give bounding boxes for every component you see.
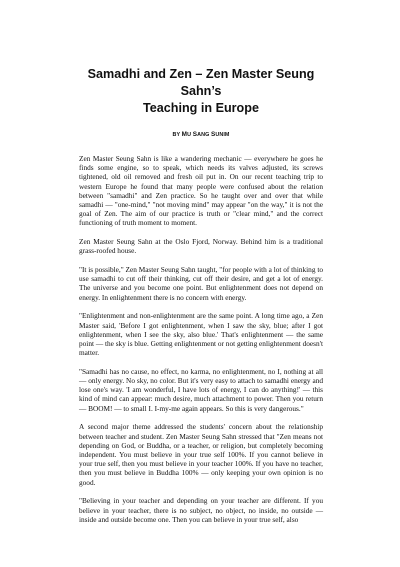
paragraph-1: Zen Master Seung Sahn is like a wandering mechanic — everywhere he goes he finds some engine, so to speak, which needs its valves adjusted, its screws tightened, old oil removed and fresh oil put in. On our recent teaching trip to western Europe he found that many people were confused about the relation between "samadhi" and Zen practice. So he taught over and over that while samadhi — "one-mind," "not moving mind" may appear "on the way," it is not the goal of Zen. The aim of our practice is truth or "clear mind," and the correct functioning of truth moment to moment. [79, 154, 323, 228]
paragraph-7: "Believing in your teacher and depending on your teacher are different. If you believe in your teacher, there is no subject, no object, no inside, no outside — inside and outside become one. Then you can believe in your true self, also [79, 496, 323, 524]
byline-rest-1: U [187, 132, 192, 138]
byline-initial-2: S [192, 131, 198, 138]
paragraph-6: A second major theme addressed the students' concern about the relationship between teacher and student. Zen Master Seung Sahn stressed that "Zen means not depending on God, or Buddha, or a teacher, or religion, but completely becoming independent. You must believe in your true self 100%. If you cannot believe in your true self, then you must believe in your teacher 100%. If you have no teacher, then you must believe in Buddha 100% — only keeping your own opinion is no good. [79, 422, 323, 487]
byline-initial-1: M [181, 131, 188, 138]
byline-author [182, 132, 230, 138]
byline-rest-2: ANG [197, 132, 210, 138]
article-title [79, 66, 323, 117]
byline-rest-3: UNIM [215, 132, 230, 138]
article-byline [79, 131, 323, 138]
document-page [79, 66, 323, 533]
paragraph-2: Zen Master Seung Sahn at the Oslo Fjord, Norway. Behind him is a traditional grass-roofed house. [79, 237, 323, 256]
article-title-line1: Samadhi and Zen – Zen Master Seung Sahn’s [87, 67, 315, 98]
byline-initial-3: S [210, 131, 216, 138]
paragraph-4: "Enlightenment and non-enlightenment are the same point. A long time ago, a Zen Master said, 'Before I got enlightenment, when I saw the sky, blue; after I got enlightenment, when I see the sky, also blue.' That's enlightenment — the same point — the sky is blue. Getting enlightenment or not getting enlightenment doesn't matter. [79, 311, 323, 358]
byline-by: BY [172, 132, 181, 138]
paragraph-5: "Samadhi has no cause, no effect, no karma, no enlightenment, no I, nothing at all — only energy. No sky, no color. But it's very easy to attach to samadhi energy and lose one's way. 'I am wonderful, I have lots of energy, I can do anything!' — this kind of mind can appear: much desire, much attachment to power. Then you return — BOOM! — to small I. I-my-me again appears. So this is very dangerous." [79, 366, 323, 413]
paragraph-3: "It is possible," Zen Master Seung Sahn taught, "for people with a lot of thinking to use samadhi to cut off their thinking, cut off their desire, and get a lot of energy. The universe and you become one point. But enlightenment does not depend on energy. In enlightenment there is no concern with energy. [79, 265, 323, 302]
article-body [79, 154, 323, 524]
article-title-line2: Teaching in Europe [143, 101, 259, 115]
